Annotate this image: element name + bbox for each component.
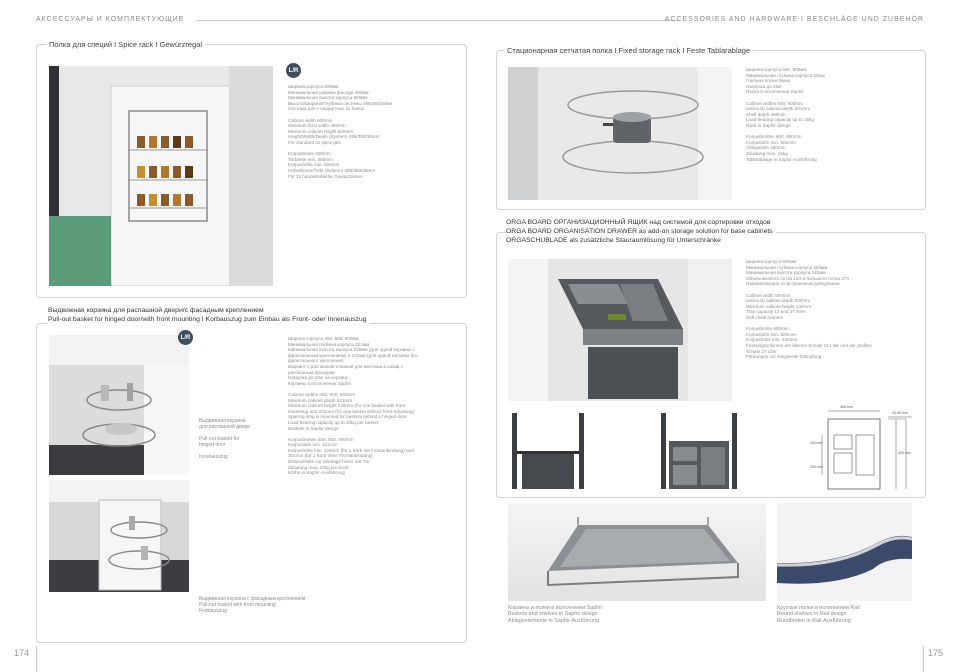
pullout-basket-spec: Ширина корпуса 450, 600, 900мм Минимальная глубина корпуса 521мм Минимальная высота корпуса 226мм (для одной корзины с фронтальным креплением) и 201мм (для одной корзины без фронтального крепления) Вариант с распашной планкой для монтажа в шкаф с распашным фасадом Нагрузка до 20кг на корзину Корзины в исполнении Saphir Cabinet widths 450, 600, 900mm Minimum cabinet depth 521mm Minimum cabinet height 226mm (for one basket with front- mounting) and 201mm (for one basket without front-mounting) Spacing strip is mounted for baskets behind a hinged door Load-bearing capacity up to 20kg per basket Baskets in Saphir design Korpusbreiten 450, 600, 900mm Korpustiefe min. 521mm Korpushöhe min. 226mm (für 1 Korb mit Frontanbindung) und 201mm (für 1 Korb ohne Frontanbindung) Distanzleiste zur Montage hinter der Tür Zuladung max. 20kg pro Korb Körbe in Saphir-Ausführung <box>288 336 418 476</box>
pullout-basket-photo-bottom <box>49 480 189 592</box>
orga-title-en: ORGA BOARD ORGANISATION DRAWER as add-on storage solution for base cabinets <box>506 228 776 236</box>
dim-label-gap: 30-45 mm <box>892 411 908 415</box>
orga-drawing-1 <box>508 413 588 489</box>
lr-badge-pullout: L/R <box>178 330 193 345</box>
pullout-title-en: Pull-out basket for hinged door/with front mounting I Korbauszug zum Einbau als Front- oder Innenauszug <box>48 316 370 324</box>
header-left: АКСЕССУАРЫ И КОМПЛЕКТУЮЩИЕ <box>36 16 185 23</box>
fixed-rack-spec: Ширина корпуса 600, 900мм Минимальная глубина корпуса 50мм Глубина полки 46мм Нагрузка до 15кг Полка в исполнении Saphir Cabinet widths 600, 900mm Minimum cabinet depth 501mm Shelf depth 460mm Load-bearing capacity up to 15kg Rack in Saphir design Korpusbreiten 600, 900mm Korpustiefe min. 501mm Ablagetiefe 460mm Zuladung max. 15kg Tablarablage in Saphir-Ausführung <box>746 67 825 162</box>
spice-rack-title: Полка для специй I Spice rack I Gewürzregal <box>46 40 205 49</box>
saphir-caption: Корзины и полки в исполнении Saphir Baskets and shelves in Saphir design Ablageelemente in Saphir-Ausführung <box>508 605 603 624</box>
pullout-basket-photo-top <box>49 335 189 475</box>
lr-badge: L/R <box>286 63 301 78</box>
spice-rack-photo <box>49 66 273 286</box>
fixed-rack-title: Стационарная сетчатая полка I Fixed storage rack I Feste Tablarablage <box>504 46 753 55</box>
orga-board-spec: Ширина корпуса 500мм Минимальная глубина корпуса 500мм Минимальная высота корпуса 140мм Объем мелкого лотка 12л и большого лотка 27л Направляющие со встроенным доводчиком Cabinet width 500mm Minimum cabinet depth 500mm Minimum cabinet height 140mm Tray capacity 12 and 27 litres Soft close runners Korpusbreite 500mm Korpustiefe min. 500mm Korpushöhe min. 140mm Fassungsvolumen der kleinen Schale 12 Liter und der großen Schale 27 Liter Führungen mit integrierter Dämpfung <box>746 259 872 360</box>
pullout-title-ru: Выдвижная корзина для распашной двери/с фасадным креплением <box>48 307 267 315</box>
dim-label-tray: 116 mm <box>810 441 823 445</box>
left-footer-rule <box>36 646 37 672</box>
right-footer-rule <box>923 646 924 672</box>
rail-caption: Круглые полки в исполнении Rail Round shelves in Rail design Rundböden in Rail-Ausführung <box>777 605 860 624</box>
dim-label-height: 320 mm <box>810 465 823 469</box>
saphir-basket-photo <box>508 503 766 601</box>
header-rule <box>196 20 678 21</box>
orga-board-photo <box>508 259 732 401</box>
orga-drawing-2 <box>657 413 741 489</box>
page-number-left: 174 <box>14 648 30 658</box>
page-number-right: 175 <box>928 648 944 658</box>
dim-label-width: 460 mm <box>840 405 853 409</box>
orga-dimension-drawing <box>808 405 916 491</box>
fixed-rack-photo <box>508 67 732 200</box>
rail-shelf-photo <box>777 503 912 601</box>
orga-title-de: ORGASCHUBLADE als zusätzliche Stauraumlösung für Unterschränke <box>506 237 724 245</box>
header-right: ACCESSORIES AND HARDWARE I BESCHLÄGE UND ZUBEHÖR <box>664 16 924 23</box>
spice-rack-spec: Ширина корпуса 500мм Минимальная ширина фасада 490мм Минимальная высота корпуса 560мм Высота/Ширина/Глубина/ системы 495/350/36мм Система для стандартных 2х банок Cabinet width 500mm Minimum door width 490mm Minimum cabinet height 560mm Height/Width/Depth (System) 495/350/36mm For standard 2x spice jars Korpusbreite 500mm Türbreite min. 490mm Korpushöhe min. 560mm Höhe/Breite/Tiefe (System) 495/350/36mm Für 2x handelsübliche Gewürzdosen <box>288 84 393 179</box>
dim-label-depth: 420 mm <box>898 451 911 455</box>
orga-title-ru: ORGA BOARD ОРГАНИЗАЦИОННЫЙ ЯЩИК над системой для сортировки отходов <box>506 219 774 227</box>
pullout-caption-bottom: Выдвижная корзина с фасадным креплением Pull-out basket with front mounting Frontauszug <box>199 596 306 614</box>
pullout-caption-top: Выдвижная корзина для распашной двери Pull-out basket for hinged door Innenauszug <box>199 418 251 460</box>
